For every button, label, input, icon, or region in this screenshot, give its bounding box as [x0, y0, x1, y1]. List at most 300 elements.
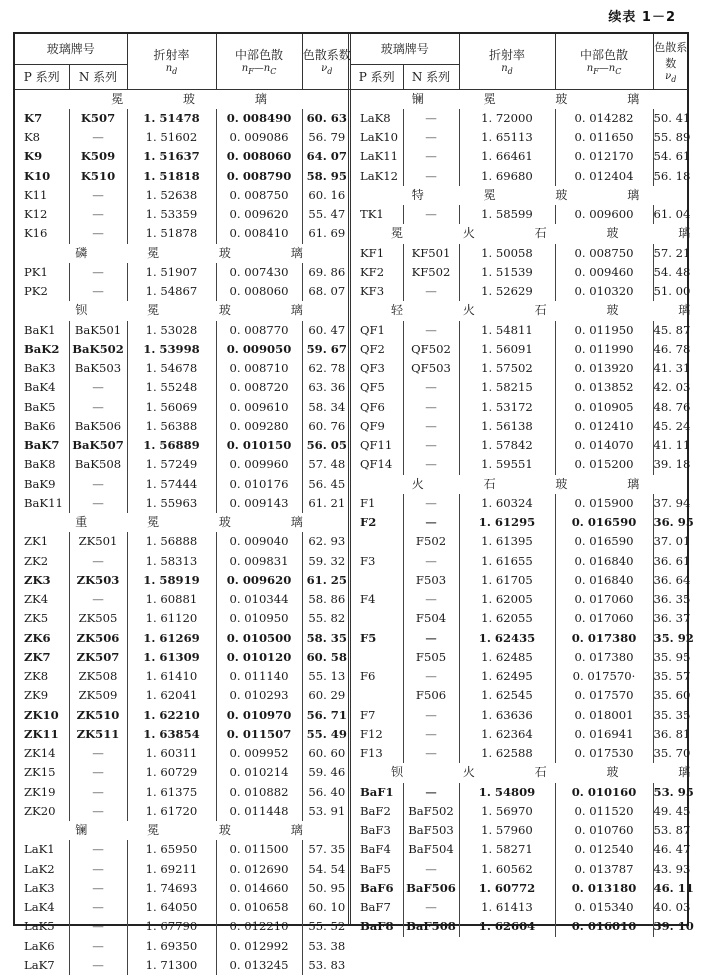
- refractive-index-cell: 1. 54811: [459, 321, 555, 340]
- n-series-cell: —: [69, 783, 127, 802]
- n-series-cell: BaK508: [69, 455, 127, 474]
- section-row: [351, 90, 688, 109]
- p-series-cell: BaK1: [15, 321, 69, 340]
- abbe-number-cell: 69. 86: [302, 263, 351, 282]
- abbe-number-cell: 56. 71: [302, 706, 351, 725]
- abbe-number-cell: 54. 48: [653, 263, 688, 282]
- abbe-number-cell: 60. 29: [302, 686, 351, 705]
- glass-row: [351, 590, 688, 609]
- left-header: [15, 34, 351, 90]
- n-series-cell: —: [403, 783, 459, 802]
- glass-row: [15, 417, 351, 436]
- dispersion-cell: 0. 017060: [555, 590, 653, 609]
- dispersion-cell: 0. 012410: [555, 417, 653, 436]
- abbe-number-cell: 60. 47: [302, 321, 351, 340]
- glass-row: [351, 802, 688, 821]
- dispersion-cell: 0. 012404: [555, 167, 653, 186]
- glass-row: [351, 340, 688, 359]
- refractive-index-cell: 1. 69211: [127, 860, 216, 879]
- refractive-index-cell: 1. 61705: [459, 571, 555, 590]
- glass-row: [351, 282, 688, 301]
- p-series-cell: BaF6: [351, 879, 403, 898]
- p-series-cell: ZK6: [15, 629, 69, 648]
- n-series-cell: BaK502: [69, 340, 127, 359]
- refractive-index-cell: 1. 51818: [127, 167, 216, 186]
- n-series-cell: —: [69, 590, 127, 609]
- section-row: [351, 224, 688, 243]
- abbe-number-cell: 35. 57: [653, 667, 688, 686]
- n-series-cell: —: [69, 802, 127, 821]
- dispersion-cell: 0. 010160: [555, 783, 653, 802]
- p-series-cell: [351, 609, 403, 628]
- section-row: [351, 186, 688, 205]
- glass-row: [351, 147, 688, 166]
- refractive-index-cell: 1. 62210: [127, 706, 216, 725]
- dispersion-cell: 0. 012992: [216, 937, 302, 956]
- header-refractive-index: 折射率 $n_d$: [127, 34, 216, 89]
- p-series-cell: ZK3: [15, 571, 69, 590]
- dispersion-cell: 0. 016590: [555, 513, 653, 532]
- glass-row: [15, 494, 351, 513]
- refractive-index-cell: 1. 58919: [127, 571, 216, 590]
- p-series-cell: BaF2: [351, 802, 403, 821]
- n-series-cell: F506: [403, 686, 459, 705]
- dispersion-cell: 0. 010176: [216, 475, 302, 494]
- refractive-index-cell: 1. 51602: [127, 128, 216, 147]
- glass-row: [15, 879, 351, 898]
- abbe-number-cell: 43. 93: [653, 860, 688, 879]
- dispersion-cell: 0. 012690: [216, 860, 302, 879]
- p-series-cell: ZK2: [15, 552, 69, 571]
- p-series-cell: [351, 532, 403, 551]
- n-series-cell: —: [403, 494, 459, 513]
- refractive-index-cell: 1. 64050: [127, 898, 216, 917]
- section-row: [15, 513, 351, 532]
- abbe-number-cell: 62. 78: [302, 359, 351, 378]
- refractive-index-cell: 1. 66461: [459, 147, 555, 166]
- dispersion-cell: 0. 015340: [555, 898, 653, 917]
- p-series-cell: QF5: [351, 378, 403, 397]
- header-brand: 玻璃牌号: [15, 34, 127, 64]
- section-title: 磷 冕 玻 璃: [15, 244, 351, 263]
- p-series-cell: BaK5: [15, 398, 69, 417]
- dispersion-cell: 0. 011507: [216, 725, 302, 744]
- refractive-index-cell: 1. 61375: [127, 783, 216, 802]
- p-series-cell: F4: [351, 590, 403, 609]
- glass-row: [15, 109, 351, 128]
- abbe-number-cell: 61. 21: [302, 494, 351, 513]
- refractive-index-cell: 1. 54809: [459, 783, 555, 802]
- refractive-index-cell: 1. 65950: [127, 840, 216, 859]
- p-series-cell: [351, 686, 403, 705]
- glass-row: [15, 128, 351, 147]
- dispersion-cell: 0. 012170: [555, 147, 653, 166]
- dispersion-cell: 0. 009620: [216, 571, 302, 590]
- n-series-cell: —: [69, 937, 127, 956]
- glass-row: [351, 629, 688, 648]
- refractive-index-cell: 1. 63636: [459, 706, 555, 725]
- p-series-cell: BaK6: [15, 417, 69, 436]
- refractive-index-cell: 1. 72000: [459, 109, 555, 128]
- header-n-series: N 系列: [69, 64, 127, 89]
- glass-row: [15, 282, 351, 301]
- glass-row: [15, 802, 351, 821]
- abbe-number-cell: 60. 76: [302, 417, 351, 436]
- glass-row: [351, 378, 688, 397]
- n-series-cell: —: [403, 398, 459, 417]
- refractive-index-cell: 1. 60881: [127, 590, 216, 609]
- refractive-index-cell: 1. 58313: [127, 552, 216, 571]
- dispersion-cell: 0. 017380: [555, 629, 653, 648]
- abbe-number-cell: 37. 01: [653, 532, 688, 551]
- p-series-cell: BaK7: [15, 436, 69, 455]
- dispersion-cell: 0. 013180: [555, 879, 653, 898]
- refractive-index-cell: 1. 69350: [127, 937, 216, 956]
- p-series-cell: F13: [351, 744, 403, 763]
- glass-row: [15, 629, 351, 648]
- abbe-number-cell: 48. 76: [653, 398, 688, 417]
- abbe-number-cell: 35. 60: [653, 686, 688, 705]
- n-series-cell: KF502: [403, 263, 459, 282]
- p-series-cell: F6: [351, 667, 403, 686]
- n-series-cell: ZK508: [69, 667, 127, 686]
- abbe-number-cell: 36. 61: [653, 552, 688, 571]
- dispersion-cell: 0. 015900: [555, 494, 653, 513]
- section-row: [15, 821, 351, 840]
- n-series-cell: —: [69, 494, 127, 513]
- p-series-cell: ZK9: [15, 686, 69, 705]
- abbe-number-cell: 56. 18: [653, 167, 688, 186]
- abbe-number-cell: 39. 18: [653, 455, 688, 474]
- p-series-cell: K12: [15, 205, 69, 224]
- n-series-cell: —: [403, 667, 459, 686]
- p-series-cell: QF14: [351, 455, 403, 474]
- table-caption: 续表 1－2: [608, 6, 676, 25]
- glass-row: [351, 917, 688, 936]
- abbe-number-cell: 55. 82: [302, 609, 351, 628]
- abbe-number-cell: 49. 45: [653, 802, 688, 821]
- n-series-cell: F503: [403, 571, 459, 590]
- p-series-cell: BaF8: [351, 917, 403, 936]
- abbe-number-cell: 55. 89: [653, 128, 688, 147]
- p-series-cell: F1: [351, 494, 403, 513]
- abbe-number-cell: 61. 69: [302, 224, 351, 243]
- p-series-cell: BaK2: [15, 340, 69, 359]
- abbe-number-cell: 36. 95: [653, 513, 688, 532]
- abbe-number-cell: 58. 95: [302, 167, 351, 186]
- n-series-cell: —: [403, 378, 459, 397]
- dispersion-cell: 0. 008750: [555, 244, 653, 263]
- abbe-number-cell: 46. 11: [653, 879, 688, 898]
- n-series-cell: BaK501: [69, 321, 127, 340]
- abbe-number-cell: 54. 54: [302, 860, 351, 879]
- p-series-cell: F12: [351, 725, 403, 744]
- p-series-cell: LaK2: [15, 860, 69, 879]
- dispersion-cell: 0. 011520: [555, 802, 653, 821]
- dispersion-cell: 0. 008720: [216, 378, 302, 397]
- n-series-cell: —: [69, 840, 127, 859]
- dispersion-cell: 0. 015200: [555, 455, 653, 474]
- abbe-number-cell: 51. 00: [653, 282, 688, 301]
- refractive-index-cell: 1. 50058: [459, 244, 555, 263]
- p-series-cell: ZK4: [15, 590, 69, 609]
- refractive-index-cell: 1. 59551: [459, 455, 555, 474]
- glass-row: [351, 571, 688, 590]
- abbe-number-cell: 46. 47: [653, 840, 688, 859]
- refractive-index-cell: 1. 57502: [459, 359, 555, 378]
- p-series-cell: LaK8: [351, 109, 403, 128]
- refractive-index-cell: 1. 55248: [127, 378, 216, 397]
- abbe-number-cell: 45. 24: [653, 417, 688, 436]
- dispersion-cell: 0. 010882: [216, 783, 302, 802]
- refractive-index-cell: 1. 56069: [127, 398, 216, 417]
- dispersion-cell: 0. 010214: [216, 763, 302, 782]
- p-series-cell: F5: [351, 629, 403, 648]
- abbe-number-cell: 41. 11: [653, 436, 688, 455]
- refractive-index-cell: 1. 62588: [459, 744, 555, 763]
- section-row: [15, 90, 351, 109]
- refractive-index-cell: 1. 62495: [459, 667, 555, 686]
- abbe-number-cell: 59. 32: [302, 552, 351, 571]
- abbe-number-cell: 41. 31: [653, 359, 688, 378]
- glass-row: [351, 513, 688, 532]
- refractive-index-cell: 1. 67790: [127, 917, 216, 936]
- refractive-index-cell: 1. 56091: [459, 340, 555, 359]
- refractive-index-cell: 1. 60729: [127, 763, 216, 782]
- n-series-cell: ZK510: [69, 706, 127, 725]
- dispersion-cell: 0. 016941: [555, 725, 653, 744]
- dispersion-cell: 0. 010293: [216, 686, 302, 705]
- dispersion-cell: 0. 011448: [216, 802, 302, 821]
- dispersion-cell: 0. 009086: [216, 128, 302, 147]
- glass-row: [351, 879, 688, 898]
- glass-row: [351, 725, 688, 744]
- dispersion-cell: 0. 017570: [555, 686, 653, 705]
- p-series-cell: LaK7: [15, 956, 69, 975]
- abbe-number-cell: 36. 35: [653, 590, 688, 609]
- refractive-index-cell: 1. 61269: [127, 629, 216, 648]
- n-series-cell: —: [69, 552, 127, 571]
- dispersion-cell: 0. 010970: [216, 706, 302, 725]
- dispersion-cell: 0. 010905: [555, 398, 653, 417]
- refractive-index-cell: 1. 56138: [459, 417, 555, 436]
- n-series-cell: QF503: [403, 359, 459, 378]
- glass-row: [15, 686, 351, 705]
- n-series-cell: —: [403, 167, 459, 186]
- abbe-number-cell: 55. 49: [302, 725, 351, 744]
- refractive-index-cell: 1. 55963: [127, 494, 216, 513]
- section-title: 重 冕 玻 璃: [15, 513, 351, 532]
- refractive-index-cell: 1. 53172: [459, 398, 555, 417]
- refractive-index-cell: 1. 57960: [459, 821, 555, 840]
- n-series-cell: ZK505: [69, 609, 127, 628]
- n-series-cell: —: [403, 590, 459, 609]
- glass-row: [15, 321, 351, 340]
- p-series-cell: BaF1: [351, 783, 403, 802]
- p-series-cell: LaK5: [15, 917, 69, 936]
- glass-row: [351, 359, 688, 378]
- section-row: [15, 244, 351, 263]
- glass-row: [351, 783, 688, 802]
- p-series-cell: BaF7: [351, 898, 403, 917]
- p-series-cell: ZK14: [15, 744, 69, 763]
- glass-row: [351, 244, 688, 263]
- refractive-index-cell: 1. 51539: [459, 263, 555, 282]
- abbe-number-cell: 57. 35: [302, 840, 351, 859]
- glass-row: [351, 648, 688, 667]
- n-series-cell: K507: [69, 109, 127, 128]
- dispersion-cell: 0. 010950: [216, 609, 302, 628]
- n-series-cell: —: [403, 860, 459, 879]
- n-series-cell: —: [403, 552, 459, 571]
- glass-row: [15, 609, 351, 628]
- dispersion-cell: 0. 011140: [216, 667, 302, 686]
- p-series-cell: LaK10: [351, 128, 403, 147]
- p-series-cell: ZK19: [15, 783, 69, 802]
- p-series-cell: K8: [15, 128, 69, 147]
- glass-row: [15, 590, 351, 609]
- glass-row: [351, 436, 688, 455]
- abbe-number-cell: 36. 37: [653, 609, 688, 628]
- n-series-cell: —: [403, 725, 459, 744]
- abbe-number-cell: 60. 60: [302, 744, 351, 763]
- abbe-number-cell: 46. 78: [653, 340, 688, 359]
- glass-row: [15, 744, 351, 763]
- glass-row: [351, 398, 688, 417]
- p-series-cell: ZK8: [15, 667, 69, 686]
- p-series-cell: QF1: [351, 321, 403, 340]
- abbe-number-cell: 39. 10: [653, 917, 688, 936]
- abbe-number-cell: 53. 87: [653, 821, 688, 840]
- n-series-cell: BaF508: [403, 917, 459, 936]
- n-series-cell: BaK503: [69, 359, 127, 378]
- section-title: 轻 火 石 玻 璃: [351, 301, 688, 320]
- n-series-cell: QF502: [403, 340, 459, 359]
- p-series-cell: BaF5: [351, 860, 403, 879]
- glass-row: [351, 686, 688, 705]
- glass-row: [15, 167, 351, 186]
- header-mean-dispersion: 中部色散 $n_F—n_C$: [555, 34, 653, 89]
- abbe-number-cell: 60. 16: [302, 186, 351, 205]
- right-body: [351, 90, 688, 937]
- p-series-cell: QF2: [351, 340, 403, 359]
- refractive-index-cell: 1. 51478: [127, 109, 216, 128]
- glass-row: [15, 783, 351, 802]
- abbe-number-cell: 64. 07: [302, 147, 351, 166]
- abbe-number-cell: 68. 07: [302, 282, 351, 301]
- n-series-cell: ZK506: [69, 629, 127, 648]
- glass-row: [351, 167, 688, 186]
- refractive-index-cell: 1. 58215: [459, 378, 555, 397]
- n-series-cell: BaF506: [403, 879, 459, 898]
- abbe-number-cell: 54. 61: [653, 147, 688, 166]
- abbe-number-cell: 60. 58: [302, 648, 351, 667]
- abbe-number-cell: 59. 67: [302, 340, 351, 359]
- n-series-cell: —: [69, 956, 127, 975]
- n-series-cell: —: [69, 282, 127, 301]
- refractive-index-cell: 1. 62545: [459, 686, 555, 705]
- p-series-cell: BaF4: [351, 840, 403, 859]
- p-series-cell: KF1: [351, 244, 403, 263]
- refractive-index-cell: 1. 60562: [459, 860, 555, 879]
- abbe-number-cell: 35. 95: [653, 648, 688, 667]
- dispersion-cell: 0. 011950: [555, 321, 653, 340]
- refractive-index-cell: 1. 53028: [127, 321, 216, 340]
- abbe-number-cell: 58. 35: [302, 629, 351, 648]
- p-series-cell: BaK9: [15, 475, 69, 494]
- dispersion-cell: 0. 010150: [216, 436, 302, 455]
- n-series-cell: ZK511: [69, 725, 127, 744]
- p-series-cell: BaK11: [15, 494, 69, 513]
- refractive-index-cell: 1. 61413: [459, 898, 555, 917]
- n-series-cell: —: [69, 186, 127, 205]
- p-series-cell: BaK8: [15, 455, 69, 474]
- glass-row: [351, 821, 688, 840]
- dispersion-cell: 0. 008790: [216, 167, 302, 186]
- dispersion-cell: 0. 010500: [216, 629, 302, 648]
- n-series-cell: —: [403, 744, 459, 763]
- refractive-index-cell: 1. 60772: [459, 879, 555, 898]
- refractive-index-cell: 1. 60324: [459, 494, 555, 513]
- abbe-number-cell: 50. 41: [653, 109, 688, 128]
- dispersion-cell: 0. 016590: [555, 532, 653, 551]
- glass-row: [15, 224, 351, 243]
- p-series-cell: KF2: [351, 263, 403, 282]
- glass-row: [15, 147, 351, 166]
- refractive-index-cell: 1. 56388: [127, 417, 216, 436]
- p-series-cell: QF11: [351, 436, 403, 455]
- p-series-cell: ZK1: [15, 532, 69, 551]
- p-series-cell: LaK3: [15, 879, 69, 898]
- dispersion-cell: 0. 009280: [216, 417, 302, 436]
- section-title: 钡 火 石 玻 璃: [351, 763, 688, 782]
- refractive-index-cell: 1. 54678: [127, 359, 216, 378]
- glass-row: [15, 667, 351, 686]
- p-series-cell: K16: [15, 224, 69, 243]
- n-series-cell: —: [69, 263, 127, 282]
- dispersion-cell: 0. 008770: [216, 321, 302, 340]
- abbe-number-cell: 36. 81: [653, 725, 688, 744]
- dispersion-cell: 0. 014660: [216, 879, 302, 898]
- dispersion-cell: 0. 009620: [216, 205, 302, 224]
- p-series-cell: ZK5: [15, 609, 69, 628]
- abbe-number-cell: 40. 03: [653, 898, 688, 917]
- dispersion-cell: 0. 017060: [555, 609, 653, 628]
- glass-row: [15, 186, 351, 205]
- abbe-number-cell: 42. 03: [653, 378, 688, 397]
- right-subtable: [351, 34, 688, 924]
- dispersion-cell: 0. 009960: [216, 455, 302, 474]
- refractive-index-cell: 1. 61410: [127, 667, 216, 686]
- abbe-number-cell: 53. 95: [653, 783, 688, 802]
- n-series-cell: —: [69, 128, 127, 147]
- p-series-cell: [351, 571, 403, 590]
- section-title: 特 冕 玻 璃: [351, 186, 688, 205]
- dispersion-cell: 0. 016840: [555, 552, 653, 571]
- abbe-number-cell: 60. 63: [302, 109, 351, 128]
- p-series-cell: QF9: [351, 417, 403, 436]
- dispersion-cell: 0. 011650: [555, 128, 653, 147]
- dispersion-cell: 0. 008490: [216, 109, 302, 128]
- abbe-number-cell: 58. 86: [302, 590, 351, 609]
- refractive-index-cell: 1. 51637: [127, 147, 216, 166]
- dispersion-cell: 0. 008060: [216, 282, 302, 301]
- n-series-cell: —: [403, 706, 459, 725]
- glass-row: [15, 436, 351, 455]
- glass-row: [351, 898, 688, 917]
- glass-row: [15, 475, 351, 494]
- glass-row: [15, 455, 351, 474]
